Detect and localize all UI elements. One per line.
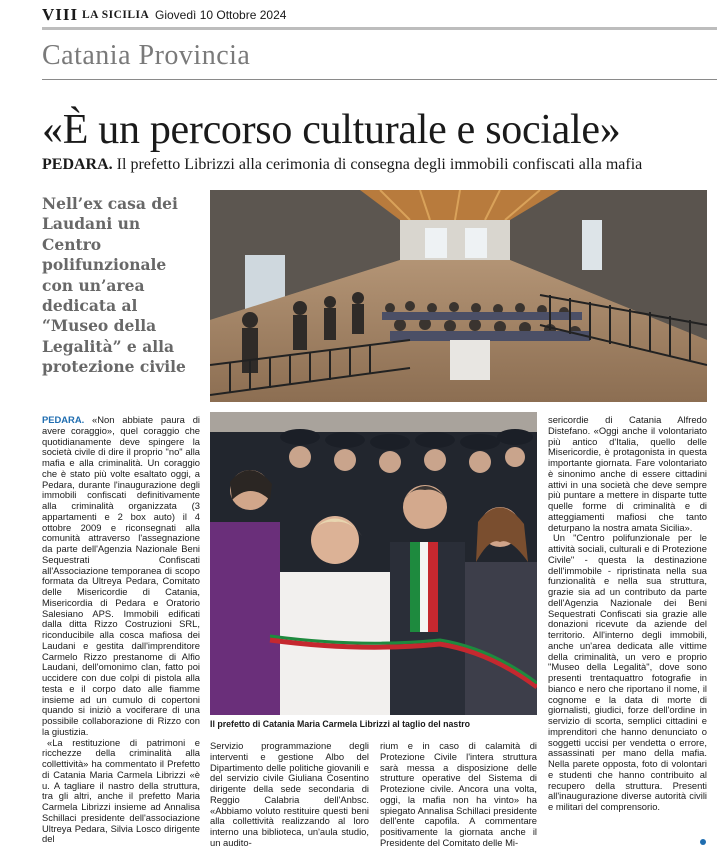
header-rule: [42, 27, 717, 30]
end-of-article-dot: [700, 839, 706, 845]
article-paragraph: rium e in caso di calamità di Protezione Civile l'intera struttura sarà messa a disposizione delle strutture operative del Sistema di Protezione civile. Ancora una volta, oggi, la mafia non ha vinto» ha spiegato Annalisa Schillaci presidente dell'ente capofila. A commentare positivamente la giornata anche il Presidente del Comitato delle Mi-: [380, 740, 537, 848]
subheadline-place: PEDARA.: [42, 156, 113, 173]
headline: «È un percorso culturale e sociale»: [42, 107, 621, 153]
article-paragraph: Un "Centro polifunzionale per le attività sociali, culturali e di Protezione Civile" - questa la destinazione dell'immobile - ripristinata nella sua funzionalità e nella sua struttura, grazie sia ad un contributo da parte dell'Agenzia Nazionale dei Beni Sequestrati Confiscati sia grazie alle donazioni ricevute da aziende del territorio. All'interno degli immobili, anche un'area dedicata alle vittime della criminalità, un vero e proprio "Museo della Legalità", dove sono presenti trentaquattro fotografie in bianco e nero che riportano il nome, il cognome e la data di morte di giornalisti, giudici, forze dell'ordine in servizio di scorta, semplici cittadini e imprenditori che hanno denunciato o soggetti uccisi per vendetta o errore, assassinati per mano della mafia. Nella parete opposta, foto di volontari e studenti che hanno contribuito al recupero della struttura. Presenti all'inaugurazione diverse autorità civili e militari del comprensorio.: [548, 532, 707, 812]
article-text: «Non abbiate paura di avere coraggio», quel coraggio che quotidianamente deve spingere la società civile di dire il proprio "no" alla mafia e alla criminalità. Un coraggio che è stato più volte esaltato oggi, a Pedara, durante l'inaugurazione degli immobili confiscati definitivamente alla criminalità organizzata (3 appartamenti e 2 box auto) il 4 ottobre 2009 e riconsegnati alla comunità attraverso l'assegnazione da parte dell'Agenzia Nazionale Beni Sequestrati Confiscati all'Associazione temporanea di scopo formata da Ultreya Pedara, Comitato delle Misericordie di Catania, Misericordia di Pedara e Oratorio Salesiano APS. Immobili edificati dalla ditta Rizzo Costruzioni SRL, riconducibile alla cosca mafiosa dei Laudani e gestita dall'imprenditore Carmelo Rizzo prestanome di Alfio Laudani, dell'omonimo clan, fatto poi uccidere con due colpi di pistola alla testa e il corpo dato alle fiamme insieme ad un cumulo di copertoni quando si iniziò a vociferare di una possibile collaborazione di Rizzo con la giustizia.: [42, 414, 200, 737]
kicker: Nell’ex casa dei Laudani un Centro polifunzionale con un’area dedicata al “Museo della Legalità” e alla protezione civile: [42, 194, 186, 377]
article-column-3: [380, 741, 537, 849]
section-title: Catania Provincia: [42, 40, 251, 71]
subheadline-text: Il prefetto Librizzi alla cerimonia di consegna degli immobili confiscati alla mafia: [116, 156, 643, 173]
article-paragraph: Servizio programmazione degli interventi e gestione Albo del Dipartimento delle politiche giovanili e del servizio civile Giuliana Cosentino dirigente della sede secondaria di Reggio Calabria dell'Anbsc. «Abbiamo voluto restituire questi beni alla collettività realizzando al loro interno una biblioteca, un'aula studio, un audito-: [210, 740, 369, 848]
article-paragraph: [42, 415, 200, 738]
event-hall-photo: [210, 190, 707, 402]
article-paragraph: «La restituzione di patrimoni e ricchezze della criminalità alla collettività» ha commentato il Prefetto di Catania Maria Carmela Librizzi «è u. A tagliare il nastro della struttura, tra gli altri, anche il prefetto Maria Carmela Librizzi insieme ad Annalisa Schillaci presidente dell'associazione Ultreya Pedara, Silvia Losco dirigente del: [42, 736, 200, 845]
article-paragraph: sericordie di Catania Alfredo Distefano. «Oggi anche il volontariato più antico d'Italia, quello delle Misericordie, è protagonista in questa importante giornata. Fare volontariato è sinonimo anche di essere cittadini attivi in una società che deve sempre più puntare a mettere in disparte tutte quelle forme di criminalità e di atteggiamenti mafiosi che tanto deturpano la nostra amata Sicilia».: [548, 414, 707, 533]
ribbon-cutting-illustration: [210, 412, 537, 715]
article-placename: PEDARA.: [42, 414, 85, 425]
subheadline: [42, 156, 642, 174]
ribbon-cutting-photo: [210, 412, 537, 715]
article-column-4: [548, 415, 707, 813]
event-hall-illustration: [210, 190, 707, 402]
issue-date: Giovedì 10 Ottobre 2024: [155, 8, 287, 22]
article-column-1: [42, 415, 200, 863]
newspaper-name: LA SICILIA: [82, 9, 150, 21]
page-number: VIII: [42, 5, 79, 24]
section-rule: [42, 79, 717, 80]
photo-caption: Il prefetto di Catania Maria Carmela Librizzi al taglio del nastro: [210, 719, 471, 729]
article-column-2: [210, 741, 369, 849]
